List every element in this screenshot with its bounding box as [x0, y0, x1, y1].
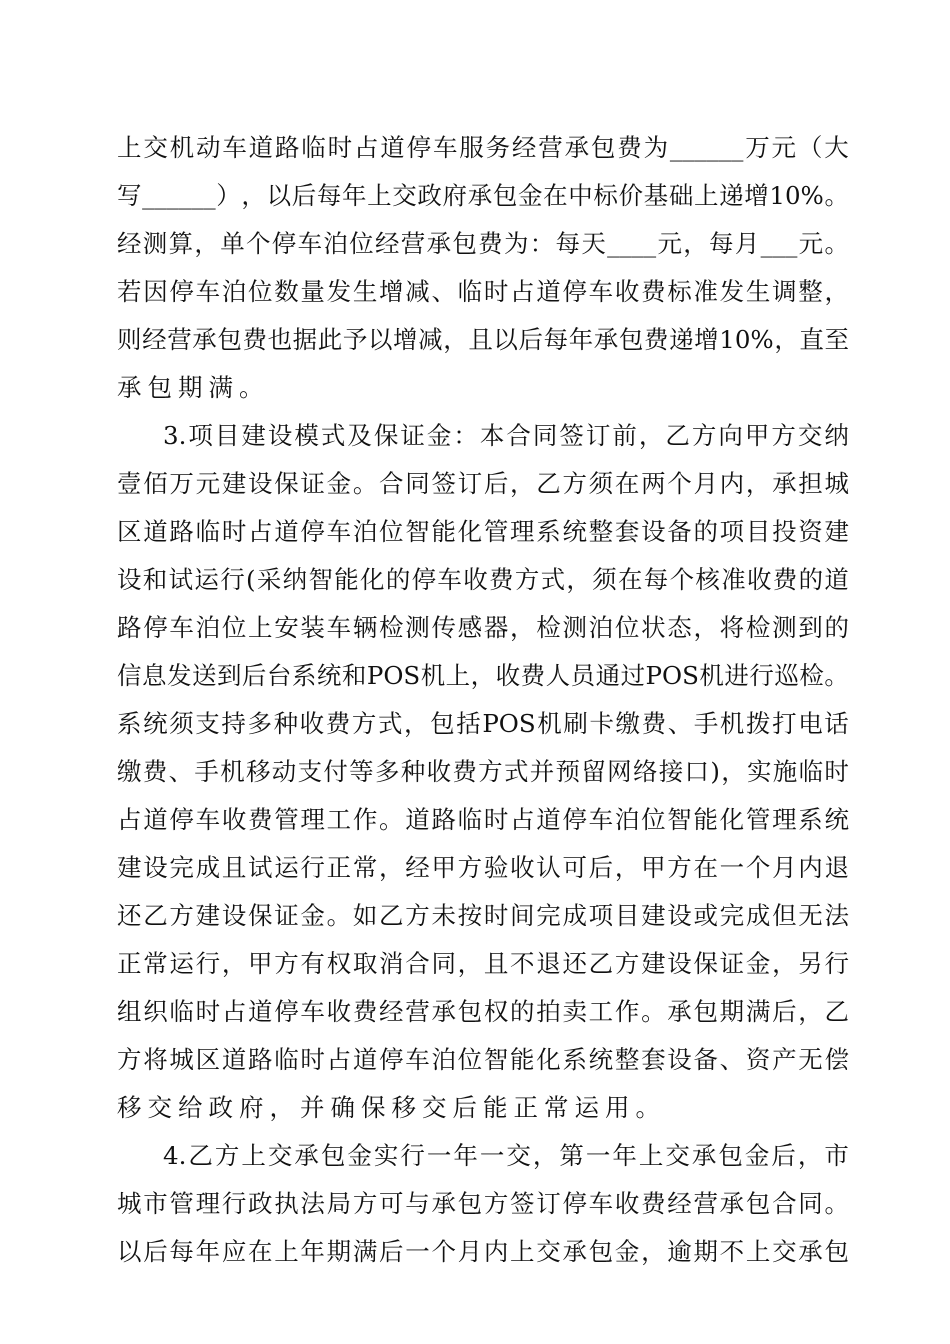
text-line: 缴 费 、 手 机 移 动 支 付 等 多 种 收 费 方 式 并 预 留 网 络 接 口 ) ， 实 施 临 时	[117, 757, 849, 786]
text-line: 占 道 停 车 收 费 管 理 工 作 。 道 路 临 时 占 道 停 车 泊 位 智 能 化 管 理 系 统	[117, 805, 849, 834]
text-line: 路 停 车 泊 位 上 安 装 车 辆 检 测 传 感 器 ， 检 测 泊 位 状 态 ， 将 检 测 到 的	[117, 613, 849, 642]
text-line: 还 乙 方 建 设 保 证 金 。 如 乙 方 未 按 时 间 完 成 项 目 建 设 或 完 成 但 无 法	[117, 901, 849, 930]
text-line: 设 和 试 运 行 ( 采 纳 智 能 化 的 停 车 收 费 方 式 ， 须 在 每 个 核 准 收 费 的 道	[117, 565, 849, 594]
text-line: 壹 佰 万 元 建 设 保 证 金 。 合 同 签 订 后 ， 乙 方 须 在 两 个 月 内 ， 承 担 城	[117, 469, 849, 498]
text-line: 若 因 停 车 泊 位 数 量 发 生 增 减 、 临 时 占 道 停 车 收 费 标 准 发 生 调 整 ，	[117, 277, 849, 306]
paragraph-start-line: 3. 项 目 建 设 模 式 及 保 证 金 ： 本 合 同 签 订 前 ， 乙 方 向 甲 方 交 纳	[163, 421, 849, 450]
text-line: 信 息 发 送 到 后 台 系 统 和 POS 机 上 ， 收 费 人 员 通 过 POS 机 进 行 巡 检 。	[117, 661, 849, 690]
text-line: 系 统 须 支 持 多 种 收 费 方 式 ， 包 括 POS 机 刷 卡 缴 费 、 手 机 拨 打 电 话	[117, 709, 849, 738]
text-line: 承包期满。	[117, 373, 270, 402]
text-line: 写 ______ ） ， 以 后 每 年 上 交 政 府 承 包 金 在 中 标 价 基 础 上 递 增 10% 。	[117, 181, 849, 210]
text-line: 经 测 算 ， 单 个 停 车 泊 位 经 营 承 包 费 为 ： 每 天 ____ 元 ， 每 月 ___ 元 。	[117, 229, 849, 258]
text-line: 移交给政府，并确保移交后能正常运用。	[117, 1093, 666, 1122]
text-line: 则 经 营 承 包 费 也 据 此 予 以 增 减 ， 且 以 后 每 年 承 包 费 递 增 10% ， 直 至	[117, 325, 849, 354]
text-line: 方 将 城 区 道 路 临 时 占 道 停 车 泊 位 智 能 化 系 统 整 套 设 备 、 资 产 无 偿	[117, 1045, 849, 1074]
text-line: 城 市 管 理 行 政 执 法 局 方 可 与 承 包 方 签 订 停 车 收 费 经 营 承 包 合 同 。	[117, 1189, 849, 1218]
text-line: 上 交 机 动 车 道 路 临 时 占 道 停 车 服 务 经 营 承 包 费 为 ______ 万 元 （ 大	[117, 133, 849, 162]
paragraph-start-line: 4. 乙 方 上 交 承 包 金 实 行 一 年 一 交 ， 第 一 年 上 交 承 包 金 后 ， 市	[163, 1141, 849, 1170]
text-line: 区 道 路 临 时 占 道 停 车 泊 位 智 能 化 管 理 系 统 整 套 设 备 的 项 目 投 资 建	[117, 517, 849, 546]
text-line: 以 后 每 年 应 在 上 年 期 满 后 一 个 月 内 上 交 承 包 金 ， 逾 期 不 上 交 承 包	[117, 1237, 849, 1266]
text-line: 建 设 完 成 且 试 运 行 正 常 ， 经 甲 方 验 收 认 可 后 ， 甲 方 在 一 个 月 内 退	[117, 853, 849, 882]
text-line: 正 常 运 行 ， 甲 方 有 权 取 消 合 同 ， 且 不 退 还 乙 方 建 设 保 证 金 ， 另 行	[117, 949, 849, 978]
text-line: 组 织 临 时 占 道 停 车 收 费 经 营 承 包 权 的 拍 卖 工 作 。 承 包 期 满 后 ， 乙	[117, 997, 849, 1026]
